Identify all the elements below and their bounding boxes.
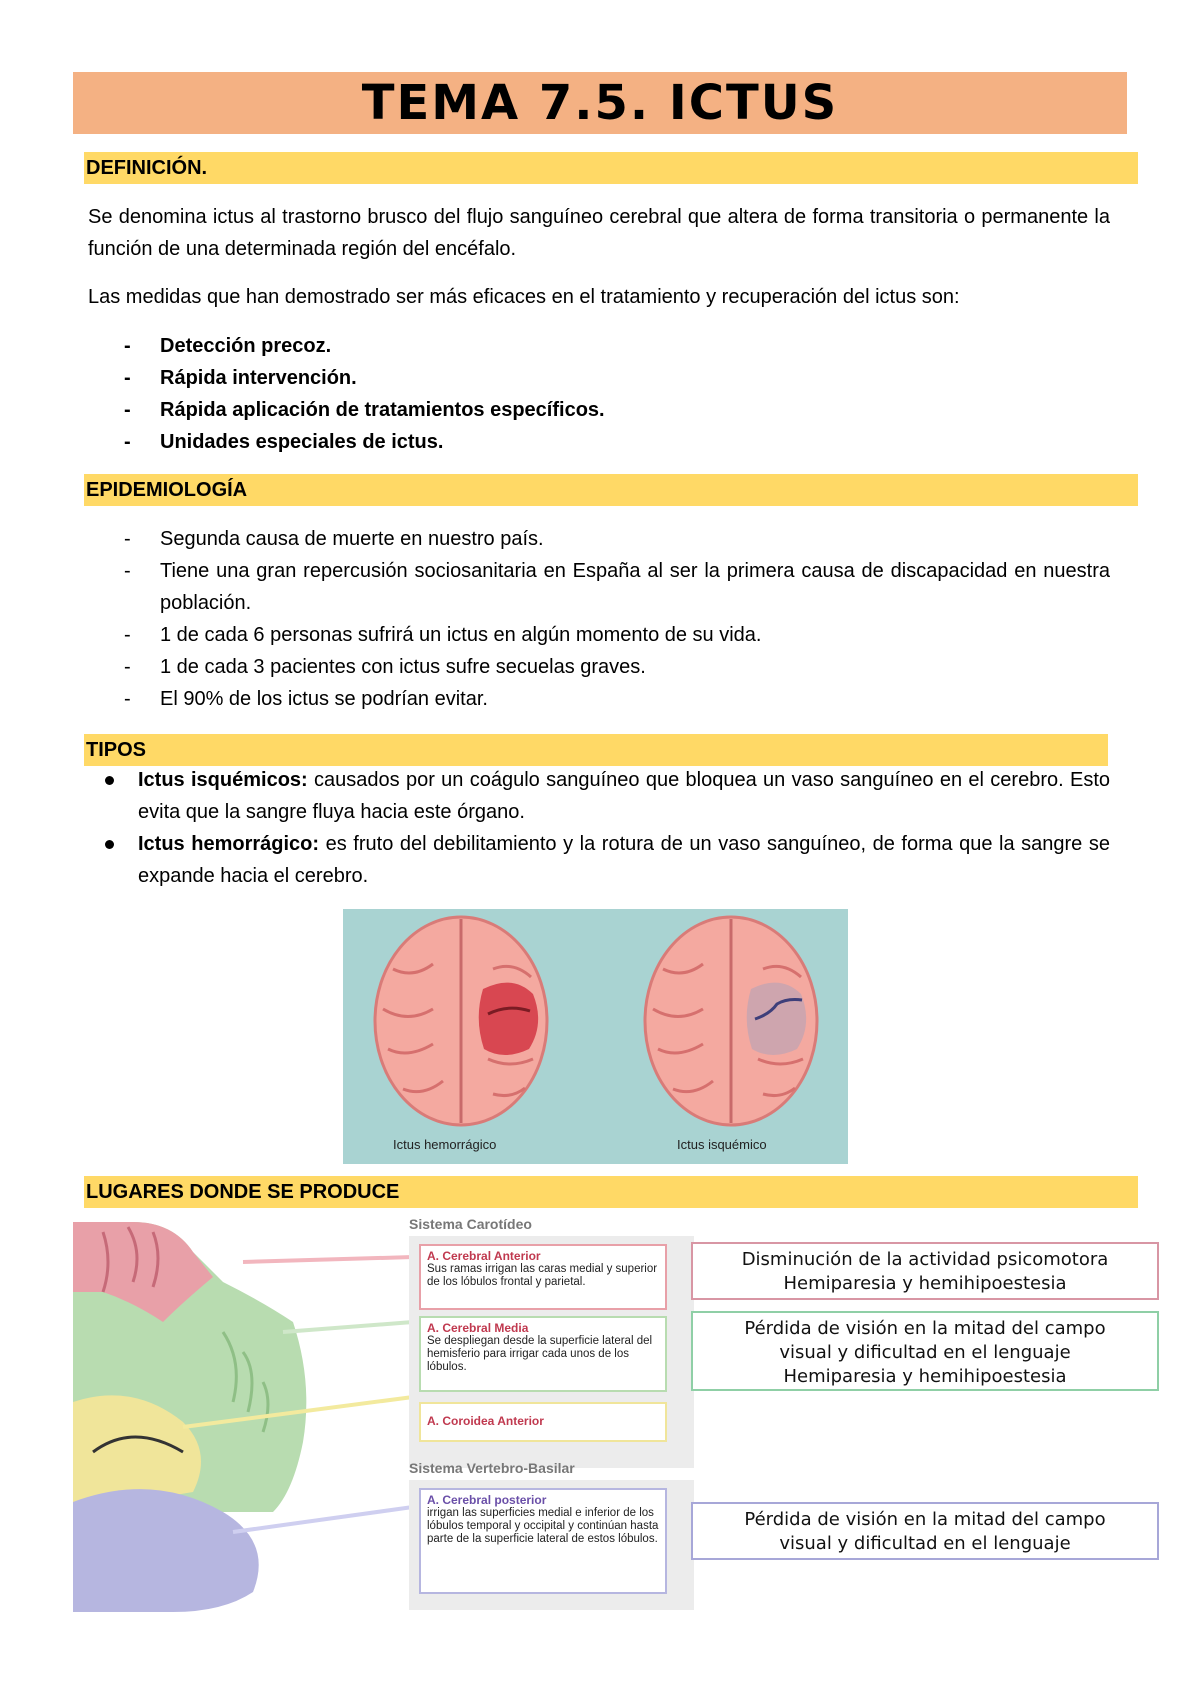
brain-hemorrhagic-icon [375, 917, 547, 1125]
artery-name: A. Coroidea Anterior [427, 1414, 544, 1428]
effect-box-cerebral-anterior [691, 1242, 1159, 1300]
ictus-types-figure [343, 909, 848, 1164]
artery-name: A. Cerebral posterior [427, 1493, 547, 1507]
list-item: - 1 de cada 3 pacientes con ictus sufre secuelas graves. [88, 651, 1110, 683]
list-item: - Tiene una gran repercusión sociosanitaria en España al ser la primera causa de discapacidad en nuestra población. [88, 555, 1110, 619]
definicion-paragraph-1: Se denomina ictus al trastorno brusco del flujo sanguíneo cerebral que altera de forma transitoria o permanente la función de una determinada región del encéfalo. [88, 206, 1110, 260]
artery-cerebral-media [419, 1316, 667, 1392]
sistema-carotideo-label: Sistema Carotídeo [409, 1216, 532, 1232]
artery-description: Sus ramas irrigan las caras medial y superior de los lóbulos frontal y parietal. [427, 1263, 658, 1288]
list-item: - Unidades especiales de ictus. [88, 426, 1110, 458]
effect-line: Pérdida de visión en la mitad del campo [744, 1318, 1106, 1339]
effect-box-cerebral-media [691, 1311, 1159, 1391]
artery-name: A. Cerebral Media [427, 1321, 529, 1335]
tipo-text: causados por un coágulo sanguíneo que bloquea un vaso sanguíneo en el cerebro. Esto evita que la sangre fluya hacia este órgano. [138, 769, 1111, 823]
arterial-territories-figure [73, 1212, 1163, 1612]
artery-cerebral-posterior [419, 1488, 667, 1594]
effect-box-cerebral-posterior [691, 1502, 1159, 1560]
brain-illustration [343, 909, 848, 1164]
artery-name: A. Cerebral Anterior [427, 1249, 541, 1263]
list-item: - Rápida aplicación de tratamientos específicos. [88, 394, 1110, 426]
definicion-paragraph-2: Las medidas que han demostrado ser más eficaces en el tratamiento y recuperación del ictus son: [88, 286, 960, 308]
list-item: - Rápida intervención. [88, 362, 1110, 394]
effect-line: visual y dificultad en el lenguaje [779, 1342, 1071, 1363]
effect-line: Disminución de la actividad psicomotora [741, 1249, 1109, 1270]
effect-line: Pérdida de visión en la mitad del campo [744, 1509, 1106, 1530]
list-item [88, 828, 1110, 892]
effect-line: visual y dificultad en el lenguaje [779, 1533, 1071, 1554]
caption-hemorragico: Ictus hemorrágico [393, 1137, 497, 1152]
effect-line: Hemiparesia y hemihipoestesia [783, 1366, 1067, 1387]
page-title: TEMA 7.5. ICTUS [361, 75, 839, 131]
medidas-list [88, 330, 1110, 458]
section-heading-tipos: TIPOS [84, 734, 1108, 766]
tipo-term: Ictus isquémicos: [138, 769, 308, 791]
list-item: - Segunda causa de muerte en nuestro país. [88, 523, 1110, 555]
list-item: - Detección precoz. [88, 330, 1110, 362]
tipos-list [88, 764, 1110, 892]
section-heading-lugares: LUGARES DONDE SE PRODUCE [84, 1176, 1138, 1208]
tipo-text: es fruto del debilitamiento y la rotura de un vaso sanguíneo, de forma que la sangre se expande hacia el cerebro. [138, 833, 1110, 887]
caption-isquemico: Ictus isquémico [677, 1137, 767, 1152]
brain-section-illustration [73, 1212, 413, 1612]
artery-description: irrigan las superficies medial e inferior de los lóbulos temporal y occipital y continúan hasta parte de la superficie lateral de estos lóbulos. [427, 1507, 659, 1545]
sistema-vertebro-label: Sistema Vertebro-Basilar [409, 1460, 575, 1476]
artery-description: Se despliegan desde la superficie lateral del hemisferio para irrigar cada unos de los lóbulos. [427, 1335, 653, 1373]
brain-ischemic-icon [645, 917, 817, 1125]
list-item: - 1 de cada 6 personas sufrirá un ictus en algún momento de su vida. [88, 619, 1110, 651]
list-item [88, 764, 1110, 828]
section-heading-epidemiologia: EPIDEMIOLOGÍA [84, 474, 1138, 506]
section-heading-definicion: DEFINICIÓN. [84, 152, 1138, 184]
artery-coroidea-anterior [419, 1402, 667, 1442]
list-item: - El 90% de los ictus se podrían evitar. [88, 683, 1110, 715]
tipo-term: Ictus hemorrágico: [138, 833, 320, 855]
page-title-bar [73, 72, 1127, 134]
epidemiologia-list [88, 523, 1110, 715]
effect-line: Hemiparesia y hemihipoestesia [783, 1273, 1067, 1294]
artery-cerebral-anterior [419, 1244, 667, 1310]
